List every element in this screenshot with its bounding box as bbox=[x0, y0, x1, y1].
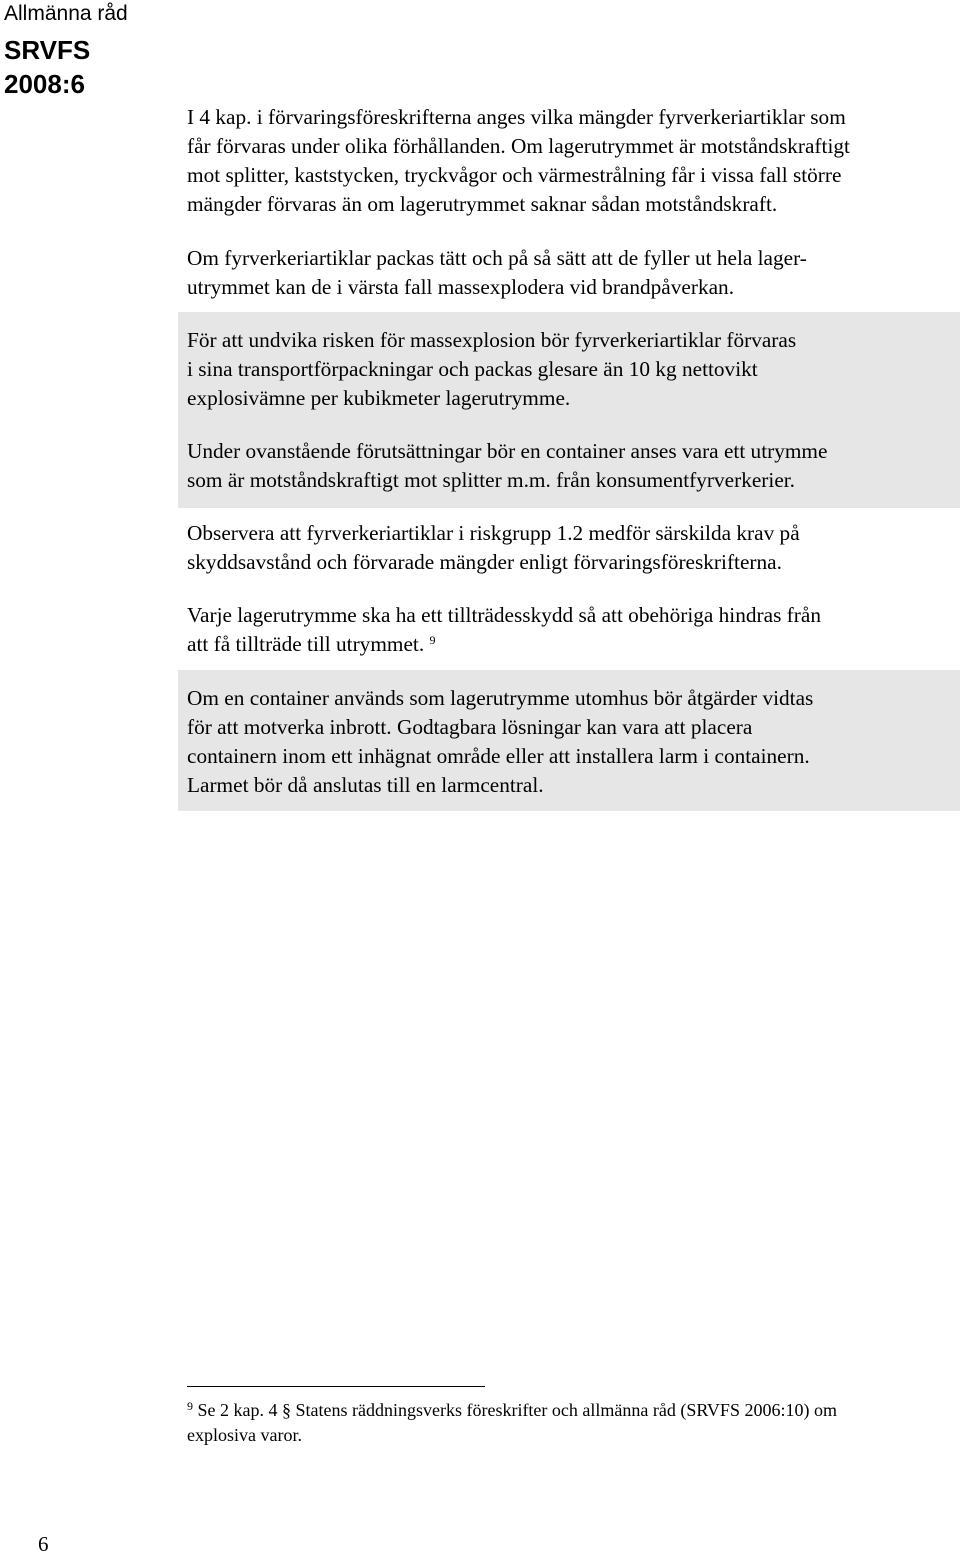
footnote-divider bbox=[187, 1386, 485, 1387]
paragraph-6 bbox=[187, 601, 952, 659]
footnote-number: 9 bbox=[187, 1399, 193, 1413]
footnote-line bbox=[187, 1398, 952, 1423]
footnote-text: Se 2 kap. 4 § Statens räddningsverks föreskrifter och allmänna råd (SRVFS 2006:10) om bbox=[197, 1400, 837, 1420]
footnote-line: explosiva varor. bbox=[187, 1425, 302, 1445]
paragraph-line: mängder förvaras än om lagerutrymmet saknar sådan motståndskraft. bbox=[187, 192, 778, 216]
paragraph-3 bbox=[187, 326, 952, 413]
paragraph-line: som är motståndskraftigt mot splitter m.m. från konsumentfyrverkerier. bbox=[187, 468, 796, 492]
paragraph-line: i sina transportförpackningar och packas glesare än 10 kg nettovikt bbox=[187, 357, 758, 381]
series-number: 2008:6 bbox=[4, 69, 85, 99]
footnote bbox=[187, 1398, 952, 1448]
paragraph-line: Om fyrverkeriartiklar packas tätt och på så sätt att de fyller ut hela lager- bbox=[187, 246, 807, 270]
paragraph-line: Under ovanstående förutsättningar bör en container anses vara ett utrymme bbox=[187, 439, 828, 463]
paragraph-line: Om en container används som lagerutrymme utomhus bör åtgärder vidtas bbox=[187, 686, 814, 710]
paragraph-line: För att undvika risken för massexplosion bör fyrverkeriartiklar förvaras bbox=[187, 328, 797, 352]
paragraph-line: utrymmet kan de i värsta fall massexplodera vid brandpåverkan. bbox=[187, 275, 735, 299]
paragraph-line: Larmet bör då anslutas till en larmcentral. bbox=[187, 773, 544, 797]
paragraph-line: skyddsavstånd och förvarade mängder enligt förvaringsföreskrifterna. bbox=[187, 550, 782, 574]
paragraph-line: mot splitter, kaststycken, tryckvågor och värmestrålning får i vissa fall större bbox=[187, 163, 842, 187]
paragraph-line: för att motverka inbrott. Godtagbara lösningar kan vara att placera bbox=[187, 715, 753, 739]
paragraph-line: explosivämne per kubikmeter lagerutrymme. bbox=[187, 386, 571, 410]
paragraph-line: Observera att fyrverkeriartiklar i riskgrupp 1.2 medför särskilda krav på bbox=[187, 521, 800, 545]
footnote-reference[interactable]: 9 bbox=[429, 633, 436, 647]
series-label: SRVFS bbox=[4, 35, 91, 65]
section-label: Allmänna råd bbox=[4, 2, 128, 25]
paragraph-5 bbox=[187, 519, 952, 577]
paragraph-line: I 4 kap. i förvaringsföreskrifterna anges vilka mängder fyrverkeriartiklar som bbox=[187, 105, 846, 129]
paragraph-4 bbox=[187, 437, 952, 495]
paragraph-text: att få tillträde till utrymmet. bbox=[187, 632, 425, 656]
paragraph-line: Varje lagerutrymme ska ha ett tillträdesskydd så att obehöriga hindras från bbox=[187, 603, 821, 627]
paragraph-line: får förvaras under olika förhållanden. Om lagerutrymmet är motståndskraftigt bbox=[187, 134, 850, 158]
paragraph-2 bbox=[187, 244, 952, 302]
paragraph-7 bbox=[187, 684, 952, 800]
paragraph-1 bbox=[187, 103, 952, 219]
page-number: 6 bbox=[38, 1532, 49, 1556]
paragraph-line: containern inom ett inhägnat område eller att installera larm i containern. bbox=[187, 744, 810, 768]
paragraph-line bbox=[187, 630, 952, 659]
